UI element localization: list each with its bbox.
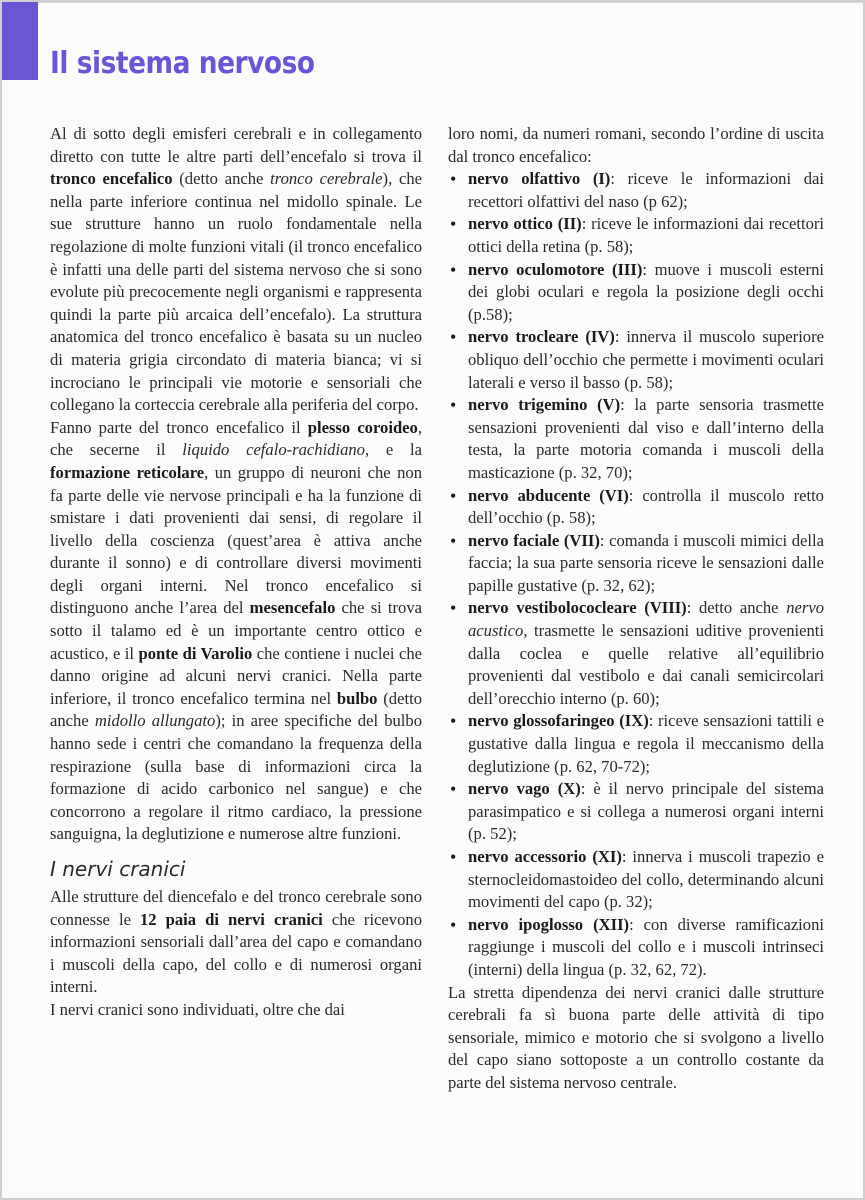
nerve-description: : riceve sensazioni tattili e gustative dalla lingua e regola il meccanismo della deglutizione (p. 62, 70-72); xyxy=(468,711,824,776)
nerve-description: : comanda i muscoli mimici della faccia; la sua parte sensoria riceve le sensazioni dalle papille gustative (p. 32, 62); xyxy=(468,530,824,595)
paragraph-plesso-coroideo xyxy=(50,417,422,846)
text-run: Fanno parte del tronco encefalico il xyxy=(50,417,308,437)
nerve-list-item xyxy=(448,597,824,710)
bold-term: bulbo xyxy=(336,688,378,708)
nerve-description: : riceve le informazioni dai recettori olfattivi del naso (p 62); xyxy=(468,169,824,211)
nerve-list-item xyxy=(448,485,824,530)
bold-term: 12 paia di nervi cranici xyxy=(140,909,323,929)
nerve-name: nervo trigemino (V) xyxy=(468,395,621,415)
text-run: (detto anche xyxy=(172,169,271,189)
section-heading: I nervi cranici xyxy=(50,857,186,881)
text-run: , che secerne il xyxy=(50,417,423,460)
text-run: Al di sotto degli emisferi cerebrali e in collegamento diretto con tutte le altre parti dell’encefalo si trova il xyxy=(50,124,422,166)
nerve-name: nervo trocleare (IV) xyxy=(468,327,615,347)
nerve-list-item xyxy=(448,710,824,778)
nerve-name: nervo glossofaringeo (IX) xyxy=(468,711,649,731)
text-run: che ricevono informazioni sensoriali dall’area del capo e comandano i muscoli della capo, del collo e di numerosi organi interni. xyxy=(50,909,422,997)
nerve-description: : riceve le informazioni dai recettori ottici della retina (p. 58); xyxy=(468,214,824,256)
nerve-description: : innerva i muscoli trapezio e sternocleidomastoideo del collo, determinando alcuni movimenti del capo (p. 32); xyxy=(468,847,824,912)
nerve-description: : controlla il muscolo retto dell’occhio (p. 58); xyxy=(468,485,824,528)
accent-bar xyxy=(2,2,38,80)
bold-term: formazione reticolare xyxy=(50,462,205,482)
nerve-list-item xyxy=(448,846,824,914)
text-run: , un gruppo di neuroni che non fa parte delle vie nervose principali e ha la funzione di smistare i dati provenienti dai sensi, di regolare il livello della coscienza (quest’area è attiva anche durante il sonno) e di controllare diversi movimenti degli organi interni. Nel tronco encefalico si distinguono anche l’area del xyxy=(50,462,422,618)
nerve-alt-name: nervo acustico xyxy=(468,598,824,641)
text-run: che contiene i nuclei che danno origine ad alcuni nervi cranici. Nella parte inferiore, il tronco encefalico termina nel xyxy=(50,643,422,708)
italic-term: liquido cefalo-rachidiano xyxy=(182,440,365,460)
paragraph-tronco-encefalico xyxy=(50,123,422,417)
nerve-list-item xyxy=(448,213,824,258)
nerve-list-item xyxy=(448,259,824,327)
bold-term: plesso coroideo xyxy=(307,417,418,437)
italic-term: midollo allungato xyxy=(94,711,216,731)
bold-term: tronco encefalico xyxy=(50,169,173,189)
nerve-description: : è il nervo principale del sistema parasimpatico e si collega a numerosi organi interni (p. 52); xyxy=(468,779,824,844)
nerve-name: nervo abducente (VI) xyxy=(468,485,629,505)
paragraph-closing: La stretta dipendenza dei nervi cranici dalle strutture cerebrali fa sì buona parte delle attività di tipo sensoriale, mimico e motorio che si svolgono a livello del capo siano sottoposte a un controllo costante da parte del sistema nervoso centrale. xyxy=(448,982,824,1092)
bold-term: ponte di Varolio xyxy=(138,643,253,663)
nerve-list-item xyxy=(448,326,824,394)
nerve-name: nervo oculomotore (III) xyxy=(468,259,643,279)
nerve-description: : con diverse ramificazioni raggiunge i muscoli del collo e i muscoli intrinseci (interni) della lingua (p. 32, 62, 72). xyxy=(468,914,824,979)
nerve-list-item xyxy=(448,394,824,484)
nerve-description: , trasmette le sensazioni uditive provenienti dalla coclea e quelle relative all’equilibrio provenienti dal vestibolo e dai canali semicircolari dell’orecchio interno (p. 60); xyxy=(468,621,824,708)
top-rule xyxy=(38,2,863,3)
nerve-name: nervo accessorio (XI) xyxy=(468,847,622,866)
text-run: che si trova sotto il talamo ed è un importante centro ottico e acustico, e il xyxy=(50,598,422,663)
italic-term: tronco cerebrale xyxy=(270,169,383,189)
nerve-name: nervo olfattivo (I) xyxy=(468,169,611,189)
paragraph-individuati: I nervi cranici sono individuati, oltre che dai xyxy=(50,999,345,1019)
paragraph-intro: loro nomi, da numeri romani, secondo l’ordine di uscita dal tronco encefalico: xyxy=(448,124,824,166)
nerve-description: : innerva il muscolo superiore obliquo dell’occhio che permette i movimenti oculari laterali e verso il basso (p. 58); xyxy=(468,327,824,392)
text-run: , e la xyxy=(364,440,423,460)
nerve-description: : la parte sensoria trasmette sensazioni provenienti dal viso e dall’interno della testa, la parte motoria comanda i muscoli della masticazione (p. 32, 70); xyxy=(468,395,824,482)
nerve-name: nervo faciale (VII) xyxy=(468,530,600,550)
right-column xyxy=(448,123,824,1095)
nerve-list-item xyxy=(448,168,824,213)
nerve-list-item xyxy=(448,778,824,846)
text-run: Alle strutture del diencefalo e del tronco cerebrale sono connesse le xyxy=(50,887,422,929)
paragraph-nervi-cranici xyxy=(50,886,422,999)
text-run: (detto anche xyxy=(50,688,422,731)
nerve-list-item xyxy=(448,530,824,598)
text-run: ), che nella parte inferiore continua nel midollo spinale. Le sue strutture hanno un ruolo fondamentale nella regolazione di molte funzioni vitali (il tronco encefalico è infatti una delle parti del sistema nervoso che si sono evolute più precocemente negli organismi e rappresenta quindi la parte più arcaica dell’encefalo). La struttura anatomica del tronco encefalico è basata su un nucleo di materia grigia circondato di materia bianca; vi si incrociano le principali vie motorie e sensoriali che collegano la corteccia cerebrale alla periferia del corpo. xyxy=(50,169,422,415)
nerve-description: : muove i muscoli esterni dei globi oculari e regola la posizione degli occhi (p.58); xyxy=(468,259,824,324)
nerve-list xyxy=(448,168,824,981)
text-run: ); in aree specifiche del bulbo hanno sede i centri che comandano la frequenza della respirazione (sulla base di informazioni circa la formazione di acido carbonico nel sangue) e che concorrono a regolare il ritmo cardiaco, la pressione sanguigna, la deglutizione e numerose altre funzioni. xyxy=(50,711,423,844)
nerve-desc-pre: : detto anche xyxy=(686,598,787,618)
nerve-list-item xyxy=(448,914,824,982)
nerve-name: nervo ottico (II) xyxy=(468,214,582,234)
nerve-name: nervo vago (X) xyxy=(468,779,581,799)
nerve-name: nervo ipoglosso (XII) xyxy=(468,914,630,934)
left-column xyxy=(50,123,422,1022)
page-title: Il sistema nervoso xyxy=(50,46,315,81)
bold-term: mesencefalo xyxy=(249,598,336,618)
nerve-name: nervo vestibolococleare (VIII) xyxy=(468,598,687,618)
